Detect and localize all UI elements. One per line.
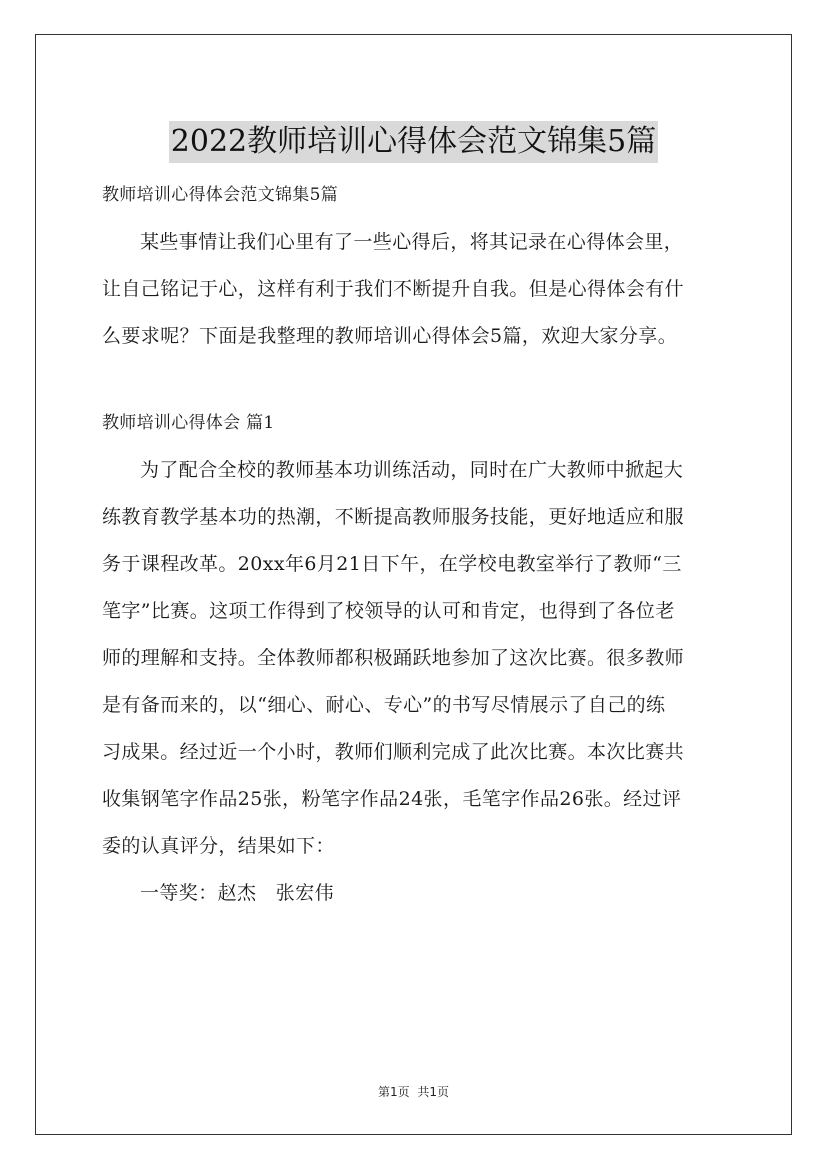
section-spacer — [102, 360, 732, 400]
document-body — [102, 172, 732, 917]
intro-line-2: 让自己铭记于心，这样有利于我们不断提升自我。但是心得体会有什 — [102, 278, 685, 300]
section-1-line-1: 为了配合全校的教师基本功训练活动，同时在广大教师中掀起大 — [140, 459, 684, 481]
title-container — [0, 101, 827, 183]
section-1-heading: 教师培训心得体会 篇1 — [102, 413, 275, 433]
section-1-line-2: 练教育教学基本功的热潮，不断提高教师服务技能，更好地适应和服 — [102, 506, 685, 528]
document-subtitle: 教师培训心得体会范文锦集5篇 — [102, 185, 339, 205]
section-1-line-4: 笔字”比赛。这项工作得到了校领导的认可和肯定，也得到了各位老 — [102, 600, 675, 622]
intro-line-3: 么要求呢？下面是我整理的教师培训心得体会5篇，欢迎大家分享。 — [102, 325, 678, 347]
page-number: 第1页 — [377, 1085, 410, 1099]
document-title: 2022教师培训心得体会范文锦集5篇 — [169, 121, 658, 163]
page-total: 共1页 — [417, 1085, 450, 1099]
intro-line-1: 某些事情让我们心里有了一些心得后，将其记录在心得体会里， — [140, 231, 684, 253]
award-line: 一等奖：赵杰 张宏伟 — [140, 882, 335, 904]
section-1-line-9: 委的认真评分，结果如下： — [102, 835, 335, 857]
page-footer — [0, 1083, 827, 1100]
section-1-line-3: 务于课程改革。20xx年6月21日下午，在学校电教室举行了教师“三 — [102, 553, 682, 575]
section-1-line-5: 师的理解和支持。全体教师都积极踊跃地参加了这次比赛。很多教师 — [102, 647, 685, 669]
section-1-line-7: 习成果。经过近一个小时，教师们顺利完成了此次比赛。本次比赛共 — [102, 741, 685, 763]
section-1-line-6: 是有备而来的，以“细心、耐心、专心”的书写尽情展示了自己的练 — [102, 694, 666, 716]
section-1-line-8: 收集钢笔字作品25张，粉笔字作品24张，毛笔字作品26张。经过评 — [102, 788, 682, 810]
